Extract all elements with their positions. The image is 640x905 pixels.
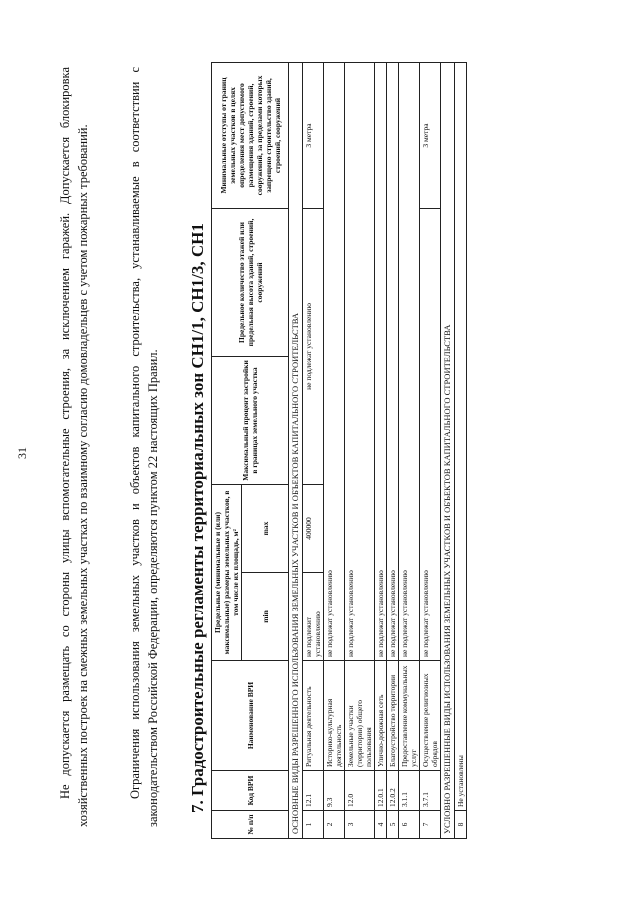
header-num: № п/п (212, 811, 289, 839)
section-row-conditional (441, 62, 455, 838)
cell-num: 1 (303, 811, 324, 839)
cell-code: 3.1.1 (399, 771, 420, 811)
paragraph-garages: Не допускается размещать со стороны улицы вспомогательные строения, за исключением гаражей. Допускается блокировка хозяйственных построек на смежных земельных участках по взаимному согласию домовладельцев с учетом пожарных требований. (58, 67, 90, 827)
header-name: Наименование ВРИ (212, 661, 289, 771)
cell-code: 12.0 (345, 771, 375, 811)
cell-name: Ритуальная деятельность (303, 661, 324, 771)
cell-num: 8 (455, 811, 467, 839)
cell-not-set: не подлежат установлению (420, 208, 441, 660)
cell-code: 12.0.1 (375, 771, 387, 811)
cell-num: 3 (345, 811, 375, 839)
regulations-table (211, 62, 467, 839)
table-row (420, 62, 441, 838)
cell-not-set: не подлежат установлению (324, 62, 345, 660)
cell-code: 3.7.1 (420, 771, 441, 811)
cell-min: не подлежит установлению (303, 573, 324, 661)
cell-code: 12.0.2 (387, 771, 399, 811)
table-row (375, 62, 387, 838)
cell-name: Земельные участки (территории) общего пользования (345, 661, 375, 771)
page-number: 31 (15, 447, 29, 459)
cell-setback: 3 метра (303, 62, 324, 208)
cell-not-set: не подлежат установлению (375, 62, 387, 660)
table-row (324, 62, 345, 838)
cell-name: Улично-дорожная сеть (375, 661, 387, 771)
header-max: max (242, 484, 289, 572)
header-min: min (242, 573, 289, 661)
table-row (345, 62, 375, 838)
cell-setback: 3 метра (420, 62, 441, 208)
cell-name: Благоустройство территории (387, 661, 399, 771)
section-row-main (289, 62, 303, 838)
cell-name: Предоставление коммунальных услуг (399, 661, 420, 771)
cell-num: 7 (420, 811, 441, 839)
section-title-conditional: УСЛОВНО РАЗРЕШЕННЫЕ ВИДЫ ИСПОЛЬЗОВАНИЯ ЗЕМЕЛЬНЫХ УЧАСТКОВ И ОБЪЕКТОВ КАПИТАЛЬНОГО СТРОИТЕЛЬСТВА (441, 62, 455, 838)
cell-code: 9.3 (324, 771, 345, 811)
header-percent: Максимальный процент застройки в границах земельного участка (212, 356, 289, 484)
header-setback: Минимальные отступы от границ земельных участков в целях определения мест допустимого размещения зданий, строений, сооружений, за пределами которых запрещено строительство зданий, строений, сооружений (212, 62, 289, 208)
cell-name: Осуществление религиозных обрядов (420, 661, 441, 771)
section-heading: 7. Градостроительные регламенты территориальных зон СН1/1, СН1/3, СН1 (188, 223, 207, 813)
cell-num: 2 (324, 811, 345, 839)
header-size: Предельные (минимальные и (или) максимальные) размеры земельных участков, в том числе их площадь, м² (212, 484, 242, 660)
header-code: Код ВРИ (212, 771, 289, 811)
paragraph-restrictions: Ограничения использования земельных участков и объектов капитального строительства, устанавливаемые в соответствии с законодательством Российской Федерации, определяются пунктом 22 настоящих Правил. (128, 67, 160, 827)
cell-max: 400000 (303, 484, 324, 572)
header-floors: Предельное количество этажей или предельная высота зданий, строений, сооружений (212, 208, 289, 356)
cell-name: Историко-культурная деятельность (324, 661, 345, 771)
cell-not-set: не подлежат установлению (387, 62, 399, 660)
cell-not-established: Не установлены (455, 62, 467, 810)
cell-num: 4 (375, 811, 387, 839)
cell-not-set: не подлежат установлению (345, 62, 375, 660)
table-row (455, 62, 467, 838)
cell-restriction: не подлежат установлению (303, 208, 324, 484)
cell-not-set: не подлежат установлению (399, 62, 420, 660)
cell-code: 12.1 (303, 771, 324, 811)
table-row (399, 62, 420, 838)
table-header-row (212, 62, 242, 838)
cell-num: 5 (387, 811, 399, 839)
table-row (303, 62, 324, 838)
cell-num: 6 (399, 811, 420, 839)
table-row (387, 62, 399, 838)
section-title-main: ОСНОВНЫЕ ВИДЫ РАЗРЕШЕННОГО ИСПОЛЬЗОВАНИЯ ЗЕМЕЛЬНЫХ УЧАСТКОВ И ОБЪЕКТОВ КАПИТАЛЬНОГО СТРОИТЕЛЬСТВА (289, 62, 303, 838)
